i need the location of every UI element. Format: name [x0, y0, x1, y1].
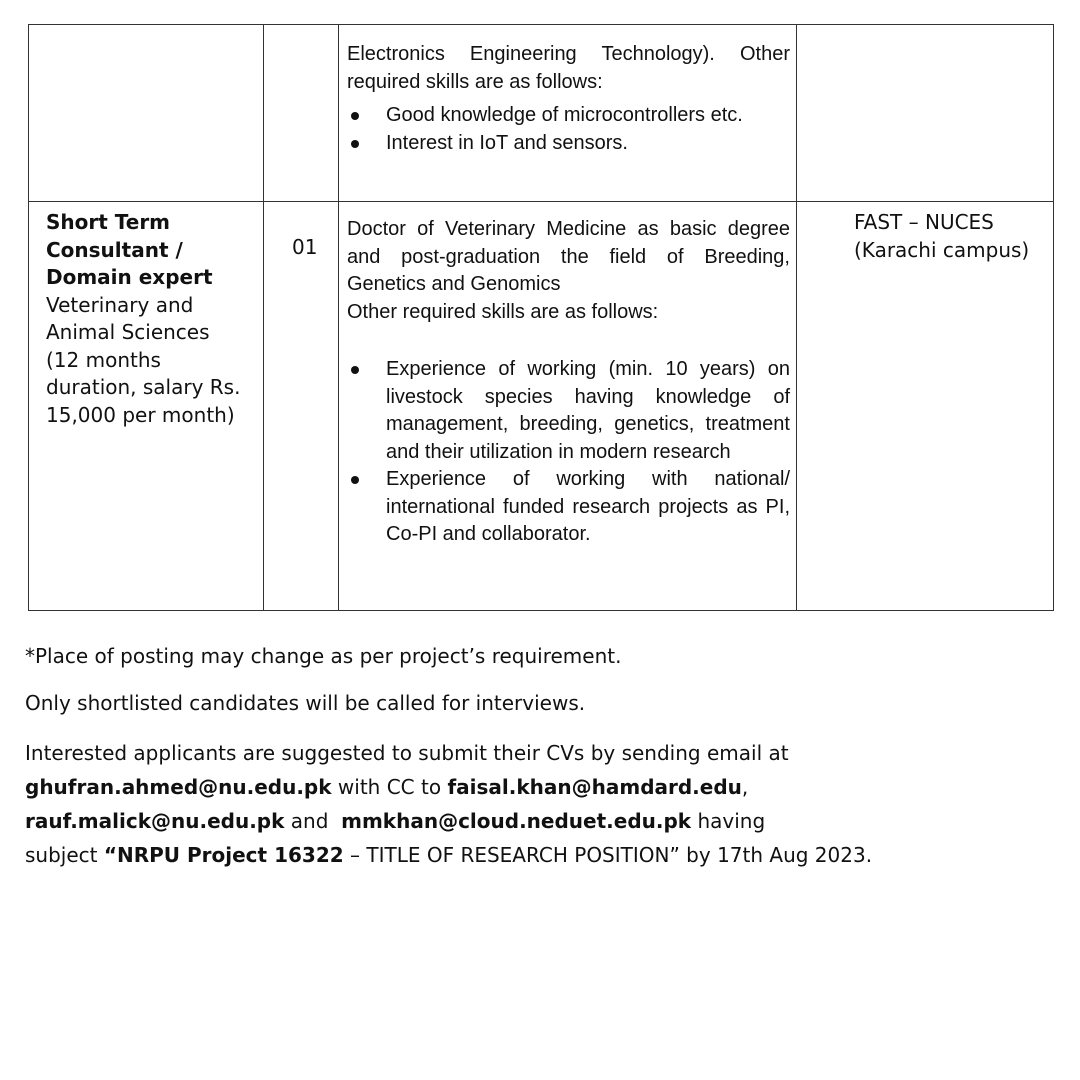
email-subject: “NRPU Project 16322	[103, 843, 344, 867]
requirements-intro: Other required skills are as follows:	[347, 300, 659, 323]
position-field: Veterinary and Animal Sciences	[46, 292, 210, 344]
email-link[interactable]: ghufran.ahmed@nu.edu.pk	[25, 775, 332, 799]
email-link[interactable]: faisal.khan@hamdard.edu	[447, 775, 742, 799]
requirements-cell	[339, 202, 797, 611]
count-cell	[264, 202, 339, 611]
list-item: Interest in IoT and sensors.	[347, 130, 790, 158]
position-terms: (12 months duration, salary Rs. 15,000 per month)	[46, 347, 241, 427]
list-item: Experience of working (min. 10 years) on livestock species having knowledge of management, breeding, genetics, treatment and their utilization in modern research	[347, 356, 790, 466]
list-item: Experience of working with national/ international funded research projects as PI, Co-PI and collaborator.	[347, 466, 790, 549]
notes-section	[25, 642, 1055, 891]
location-text: FAST – NUCES (Karachi campus)	[854, 210, 1030, 262]
count-cell	[264, 25, 339, 202]
positions-table	[28, 24, 1054, 611]
shortlist-note: Only shortlisted candidates will be called for interviews.	[25, 691, 586, 715]
bullet-icon	[351, 366, 359, 374]
requirements-intro: Electronics Engineering Technology). Other required skills are as follows:	[347, 43, 790, 93]
position-cell	[29, 25, 264, 202]
email-link[interactable]: rauf.malick@nu.edu.pk	[25, 809, 285, 833]
skills-list	[347, 356, 790, 549]
table-row	[29, 202, 1054, 611]
list-item: Good knowledge of microcontrollers etc.	[347, 102, 790, 130]
location-cell	[797, 202, 1054, 611]
apply-instructions: Interested applicants are suggested to submit their CVs by sending email at ghufran.ahmed@nu.edu.pk with CC to faisal.khan@hamdard.edu, rauf.malick@nu.edu.pk and mmkhan@cloud.neduet.edu.pk having subject “NRPU Project 16322 – TITLE OF RESEARCH POSITION” by 17th Aug 2023.	[25, 741, 873, 867]
degree-text: Doctor of Veterinary Medicine as basic degree and post-graduation the field of Breeding, Genetics and Genomics	[347, 218, 790, 295]
position-count: 01	[292, 235, 318, 259]
requirements-cell	[339, 25, 797, 202]
location-cell	[797, 25, 1054, 202]
email-link[interactable]: mmkhan@cloud.neduet.edu.pk	[341, 809, 692, 833]
position-cell	[29, 202, 264, 611]
bullet-icon	[351, 140, 359, 148]
posting-note: *Place of posting may change as per project’s requirement.	[25, 644, 622, 668]
skills-list	[347, 102, 790, 157]
bullet-icon	[351, 476, 359, 484]
position-title: Short Term Consultant / Domain expert	[46, 210, 213, 289]
bullet-icon	[351, 112, 359, 120]
table-row	[29, 25, 1054, 202]
